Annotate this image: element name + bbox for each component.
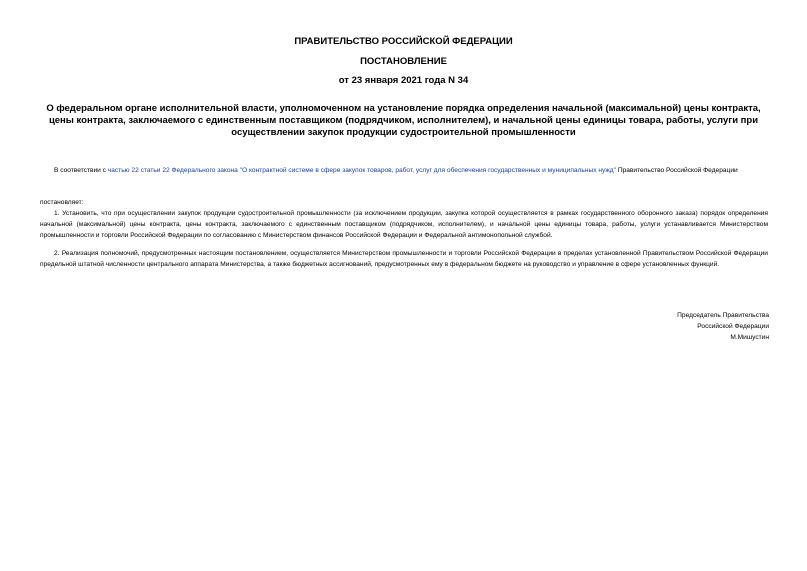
signature-title-line1: Председатель Правительства bbox=[677, 312, 769, 319]
law-reference-link[interactable]: частью 22 статьи 22 Федерального закона "О контрактной системе в сфере закупок товаров, работ, услуг для обеспечения государственных и муниципальных нужд" bbox=[107, 167, 616, 174]
government-heading: ПРАВИТЕЛЬСТВО РОССИЙСКОЙ ФЕДЕРАЦИИ bbox=[294, 36, 513, 47]
signature-title-line2: Российской Федерации bbox=[697, 323, 769, 330]
decrees-word: постановляет: bbox=[40, 199, 84, 206]
clause-2: 2. Реализация полномочий, предусмотренных настоящим постановлением, осуществляется Министерством промышленности и торговли Российской Федерации в пределах установленной Правительством Российской Федерации предельной штатной численности центрального аппарата Министерства, а также бюджетных ассигнований, предусмотренных ему в федеральном бюджете на руководство и управление в сфере установленных функций. bbox=[40, 250, 768, 268]
document-date-number: от 23 января 2021 года N 34 bbox=[338, 75, 469, 86]
document-type-heading: ПОСТАНОВЛЕНИЕ bbox=[360, 56, 447, 67]
intro-paragraph bbox=[40, 165, 768, 176]
signature-name: М.Мишустин bbox=[730, 334, 769, 341]
clause-1: 1. Установить, что при осуществлении закупок продукции судостроительной промышленности (за исключением продукции, закупка которой осуществляется в рамках государственного оборонного заказа) порядок определения начальной (максимальной) цены контракта, цены контракта, заключаемого с единственным поставщиком (подрядчиком, исполнителем), и начальной цены единицы товара, работы, услуги устанавливается Министерством промышленности и торговли Российской Федерации по согласованию с Министерством финансов Российской Федерации и Федеральной антимонопольной службой. bbox=[40, 210, 768, 239]
intro-prefix: В соответствии с bbox=[54, 167, 108, 174]
intro-suffix: Правительство Российской Федерации bbox=[615, 167, 738, 174]
document-subject: О федеральном органе исполнительной власти, уполномоченном на установление порядка определения начальной (максимальной) цены контракта, цены контракта, заключаемого с единственным поставщиком (подрядчиком, исполнителем), и начальной цены единицы товара, работы, услуги при осуществлении закупок продукции судостроительной промышленности bbox=[46, 103, 761, 138]
